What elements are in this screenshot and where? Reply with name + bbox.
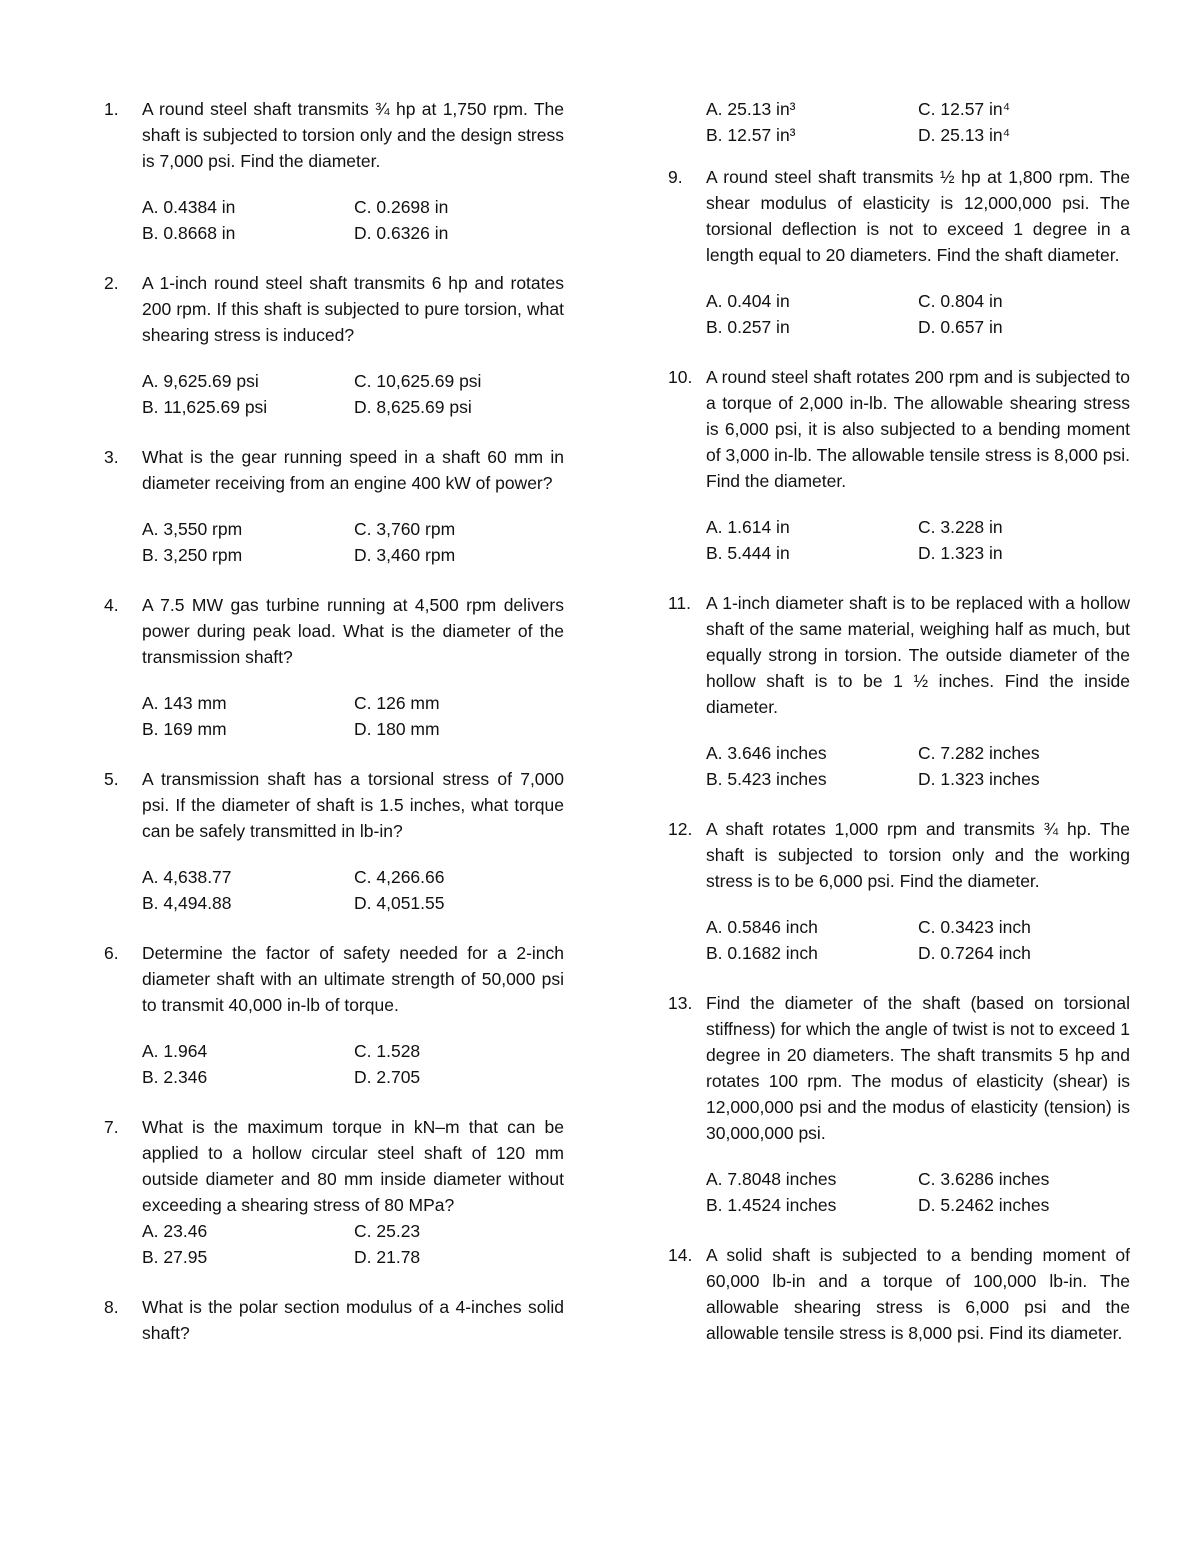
question-item	[668, 364, 1130, 566]
question-number: 9.	[668, 167, 683, 187]
choice-list	[142, 864, 564, 916]
question-8-continued	[668, 96, 1130, 148]
question-item	[668, 816, 1130, 966]
question-number: 13.	[668, 993, 693, 1013]
question-number: 10.	[668, 367, 693, 387]
question-item	[104, 766, 564, 916]
question-number: 6.	[104, 943, 119, 963]
choice-list	[142, 516, 564, 568]
question-text: A round steel shaft transmits ½ hp at 1,800 rpm. The shear modulus of elasticity is 12,000,000 psi. The torsional deflection is not to exceed 1 degree in a length equal to 20 diameters. Find the shaft diameter.	[706, 167, 1130, 265]
answer-choice: A. 25.13 in³	[706, 99, 796, 119]
question-number: 8.	[104, 1297, 119, 1317]
question-number: 2.	[104, 273, 119, 293]
answer-choice: C. 0.2698 in	[354, 197, 449, 217]
answer-choice: B. 5.444 in	[706, 543, 790, 563]
question-item	[668, 1242, 1130, 1346]
question-header	[668, 364, 1130, 494]
question-item	[104, 1294, 564, 1346]
choice-list	[706, 1166, 1130, 1218]
question-header	[104, 766, 564, 844]
question-text: What is the gear running speed in a shaft 60 mm in diameter receiving from an engine 400 kW of power?	[142, 447, 564, 493]
choice-list	[706, 514, 1130, 566]
answer-choice: A. 9,625.69 psi	[142, 371, 259, 391]
question-header	[668, 990, 1130, 1146]
question-header	[668, 816, 1130, 894]
answer-choice: D. 4,051.55	[354, 893, 445, 913]
question-number: 7.	[104, 1117, 119, 1137]
question-text: A 1-inch round steel shaft transmits 6 hp and rotates 200 rpm. If this shaft is subjected to pure torsion, what shearing stress is induced?	[142, 273, 564, 345]
answer-choice: A. 0.5846 inch	[706, 917, 818, 937]
choice-list	[142, 368, 564, 420]
answer-choice: D. 0.7264 inch	[918, 943, 1031, 963]
answer-choice: D. 1.323 inches	[918, 769, 1040, 789]
question-number: 5.	[104, 769, 119, 789]
question-header	[104, 592, 564, 670]
question-item	[104, 444, 564, 568]
answer-choice: B. 2.346	[142, 1067, 208, 1087]
answer-choice: A. 1.614 in	[706, 517, 790, 537]
choice-list	[142, 1218, 564, 1270]
answer-choice: C. 3,760 rpm	[354, 519, 456, 539]
choice-list	[706, 914, 1130, 966]
question-item	[668, 164, 1130, 340]
question-number: 12.	[668, 819, 693, 839]
answer-choice: C. 0.804 in	[918, 291, 1003, 311]
question-header	[104, 1114, 564, 1218]
answer-choice: D. 25.13 in⁴	[918, 125, 1011, 145]
question-number: 14.	[668, 1245, 693, 1265]
answer-choice: A. 3,550 rpm	[142, 519, 243, 539]
answer-choice: B. 5.423 inches	[706, 769, 827, 789]
answer-choice: A. 7.8048 inches	[706, 1169, 837, 1189]
question-text: A transmission shaft has a torsional stress of 7,000 psi. If the diameter of shaft is 1.5 inches, what torque can be safely transmitted in lb-in?	[142, 769, 564, 841]
answer-choice: A. 23.46	[142, 1221, 208, 1241]
answer-choice: C. 7.282 inches	[918, 743, 1040, 763]
answer-choice: D. 2.705	[354, 1067, 421, 1087]
answer-choice: B. 11,625.69 psi	[142, 397, 268, 417]
answer-choice: C. 1.528	[354, 1041, 421, 1061]
choice-list	[706, 740, 1130, 792]
answer-choice: D. 8,625.69 psi	[354, 397, 472, 417]
answer-choice: B. 0.8668 in	[142, 223, 236, 243]
answer-choice: B. 12.57 in³	[706, 125, 796, 145]
question-item	[668, 590, 1130, 792]
question-number: 4.	[104, 595, 119, 615]
choice-list	[142, 690, 564, 742]
answer-choice: C. 10,625.69 psi	[354, 371, 482, 391]
question-text: A 1-inch diameter shaft is to be replaced with a hollow shaft of the same material, weighing half as much, but equally strong in torsion. The outside diameter of the hollow shaft is to be 1 ½ inches. Find the inside diameter.	[706, 593, 1130, 717]
answer-choice: D. 5.2462 inches	[918, 1195, 1050, 1215]
answer-choice: B. 4,494.88	[142, 893, 232, 913]
question-number: 11.	[668, 593, 692, 613]
choice-list	[706, 288, 1130, 340]
answer-choice: B. 27.95	[142, 1247, 208, 1267]
answer-choice: D. 180 mm	[354, 719, 440, 739]
question-header	[104, 96, 564, 174]
question-text: A 7.5 MW gas turbine running at 4,500 rpm delivers power during peak load. What is the diameter of the transmission shaft?	[142, 595, 564, 667]
answer-choice: C. 3.6286 inches	[918, 1169, 1050, 1189]
question-item	[104, 940, 564, 1090]
question-header	[668, 164, 1130, 268]
question-header	[668, 590, 1130, 720]
question-item	[104, 96, 564, 246]
question-header	[104, 940, 564, 1018]
question-text: A shaft rotates 1,000 rpm and transmits ¾ hp. The shaft is subjected to torsion only and the working stress is to be 6,000 psi. Find the diameter.	[706, 819, 1130, 891]
question-header	[104, 444, 564, 496]
answer-choice: C. 4,266.66	[354, 867, 445, 887]
question-header	[104, 270, 564, 348]
answer-choice: D. 0.6326 in	[354, 223, 449, 243]
answer-choice: D. 0.657 in	[918, 317, 1003, 337]
question-text: A round steel shaft rotates 200 rpm and is subjected to a torque of 2,000 in-lb. The allowable shearing stress is 6,000 psi, it is also subjected to a bending moment of 3,000 in-lb. The allowable tensile stress is 8,000 psi. Find the diameter.	[706, 367, 1130, 491]
choice-list	[142, 1038, 564, 1090]
question-number: 3.	[104, 447, 119, 467]
question-text: Determine the factor of safety needed for a 2-inch diameter shaft with an ultimate strength of 50,000 psi to transmit 40,000 in-lb of torque.	[142, 943, 564, 1015]
question-text: What is the maximum torque in kN–m that can be applied to a hollow circular steel shaft of 120 mm outside diameter and 80 mm inside diameter without exceeding a shearing stress of 80 MPa?	[142, 1117, 564, 1215]
answer-choice: B. 0.1682 inch	[706, 943, 818, 963]
question-text: A solid shaft is subjected to a bending moment of 60,000 lb-in and a torque of 100,000 lb-in. The allowable shearing stress is 6,000 psi and the allowable tensile stress is 8,000 psi. Find its diameter.	[706, 1245, 1130, 1343]
choice-list	[706, 96, 1130, 148]
answer-choice: A. 4,638.77	[142, 867, 232, 887]
answer-choice: D. 1.323 in	[918, 543, 1003, 563]
choice-list	[142, 194, 564, 246]
answer-choice: B. 169 mm	[142, 719, 227, 739]
answer-choice: B. 1.4524 inches	[706, 1195, 837, 1215]
question-item	[104, 270, 564, 420]
question-header	[668, 1242, 1130, 1346]
answer-choice: B. 3,250 rpm	[142, 545, 243, 565]
right-column	[668, 96, 1130, 1370]
answer-choice: A. 143 mm	[142, 693, 227, 713]
answer-choice: D. 21.78	[354, 1247, 421, 1267]
answer-choice: C. 3.228 in	[918, 517, 1003, 537]
answer-choice: A. 1.964	[142, 1041, 208, 1061]
question-text: Find the diameter of the shaft (based on torsional stiffness) for which the angle of twist is not to exceed 1 degree in 20 diameters. The shaft transmits 5 hp and rotates 100 rpm. The modus of elasticity (shear) is 12,000,000 psi and the modus of elasticity (tension) is 30,000,000 psi.	[706, 993, 1130, 1143]
left-column	[104, 96, 564, 1370]
question-number: 1.	[104, 99, 119, 119]
answer-choice: A. 0.4384 in	[142, 197, 236, 217]
answer-choice: B. 0.257 in	[706, 317, 790, 337]
answer-choice: C. 0.3423 inch	[918, 917, 1031, 937]
question-item	[104, 592, 564, 742]
answer-choice: C. 126 mm	[354, 693, 440, 713]
question-header	[104, 1294, 564, 1346]
question-item	[668, 990, 1130, 1218]
answer-choice: D. 3,460 rpm	[354, 545, 456, 565]
question-text: What is the polar section modulus of a 4-inches solid shaft?	[142, 1297, 564, 1343]
answer-choice: A. 0.404 in	[706, 291, 790, 311]
question-text: A round steel shaft transmits ¾ hp at 1,750 rpm. The shaft is subjected to torsion only and the design stress is 7,000 psi. Find the diameter.	[142, 99, 564, 171]
answer-choice: C. 12.57 in⁴	[918, 99, 1011, 119]
answer-choice: A. 3.646 inches	[706, 743, 827, 763]
question-item	[104, 1114, 564, 1270]
answer-choice: C. 25.23	[354, 1221, 421, 1241]
